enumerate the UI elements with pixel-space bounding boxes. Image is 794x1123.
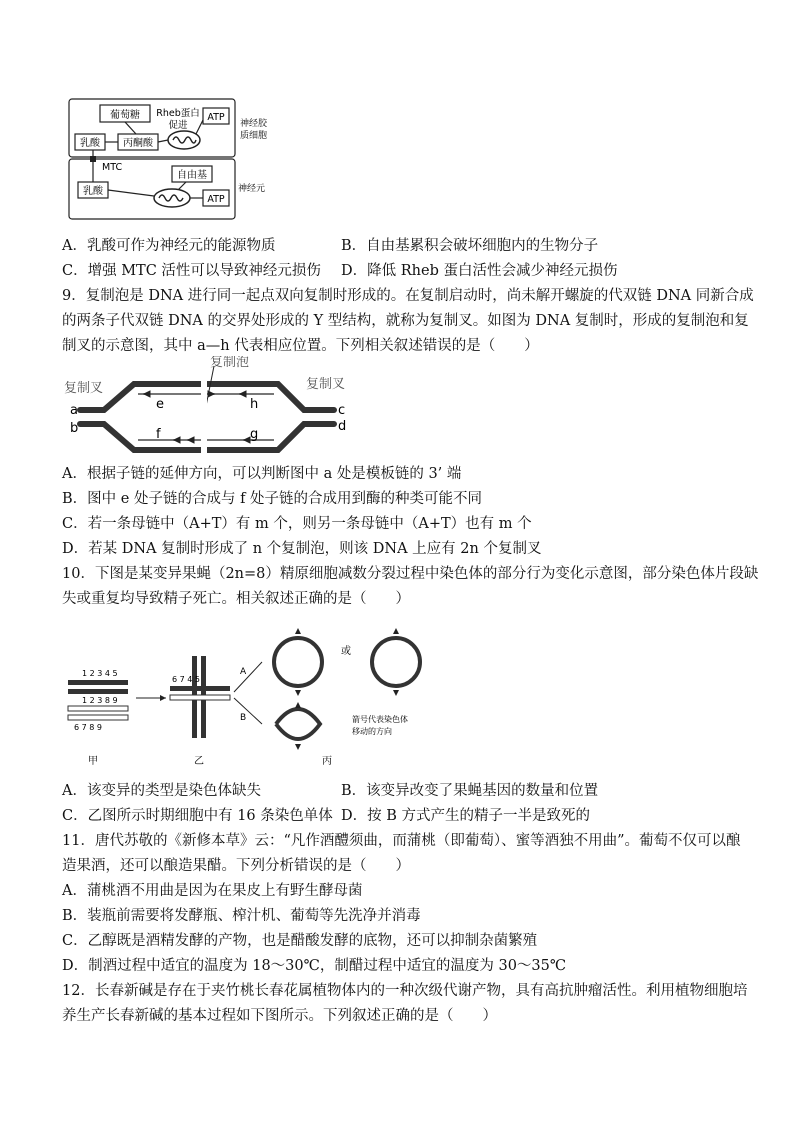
or-label: 或 [341,646,351,657]
q12-stem-line1: 12．长春新碱是存在于夹竹桃长春花属植物体内的一种次级代谢产物，具有高抗肿瘤活性。利用植物细胞培 [62,983,748,999]
q9-option-d[interactable]: D．若某 DNA 复制时形成了 n 个复制泡，则该 DNA 上应有 2n 个复制叉 [62,541,542,557]
atp-top-label: ATP [207,112,225,123]
pyruvate-label: 丙酮酸 [123,138,153,149]
q9-stem-line2: 的两条子代双链 DNA 的交界处形成的 Y 型结构，就称为复制叉。如图为 DNA 复制时，形成的复制泡和复 [62,313,749,329]
legend-line2: 移动的方向 [352,727,392,736]
jia-nums-bot: 6 7 8 9 [74,723,102,732]
figure8-b [276,709,320,739]
jia-nums-top: 1 2 3 4 5 [82,669,118,678]
mtc-label: MTC [102,162,123,173]
promote-label: 促进 [168,120,188,131]
neuron-label: 神经元 [238,184,266,194]
atp-bottom-label: ATP [207,194,225,205]
glia-label-2: 质细胞 [240,131,268,141]
q9-option-b[interactable]: B．图中 e 处子链的合成与 f 处子链的合成用到酶的种类可能不同 [62,491,483,507]
q11-option-a[interactable]: A．蒲桃酒不用曲是因为在果皮上有野生酵母菌 [62,883,363,899]
q9-stem-line3: 制叉的示意图，其中 a—h 代表相应位置。下列相关叙述错误的是（ ） [62,338,539,354]
q11-option-b[interactable]: B．装瓶前需要将发酵瓶、榨汁机、葡萄等先洗净并消毒 [62,908,421,924]
q10-option-c[interactable]: C．乙图所示时期细胞中有 16 条染色单体 [62,808,333,824]
chromosome-jia-1 [68,680,128,685]
q10-option-d[interactable]: D．按 B 方式产生的精子一半是致死的 [341,808,590,824]
q8-option-b[interactable]: B．自由基累积会破坏细胞内的生物分子 [341,238,599,254]
glucose-label: 葡萄糖 [110,110,140,121]
label-bing: 丙 [322,756,332,767]
q11-option-c[interactable]: C．乙醇既是酒精发酵的产物，也是醋酸发酵的底物，还可以抑制杂菌繁殖 [62,933,538,949]
fork-right-label: 复制叉 [306,377,346,392]
q11-stem-line1: 11．唐代苏敬的《新修本草》云：“凡作酒醴须曲，而蒲桃（即葡萄）、蜜等酒独不用曲”。葡萄不仅可以酿 [62,833,741,849]
q8-option-a[interactable]: A．乳酸可作为神经元的能源物质 [62,238,276,254]
q8-option-c[interactable]: C．增强 MTC 活性可以导致神经元损伤 [62,263,321,279]
label-h: h [250,397,259,412]
label-jia: 甲 [88,756,98,767]
label-f: f [156,427,161,442]
q8-option-d[interactable]: D．降低 Rheb 蛋白活性会减少神经元损伤 [341,263,618,279]
fork-left-label: 复制叉 [64,381,104,396]
q11-option-d[interactable]: D．制酒过程中适宜的温度为 18～30℃，制醋过程中适宜的温度为 30～35℃ [62,958,567,974]
jia-nums-mid: 1 2 3 8 9 [82,696,118,705]
q10-option-a[interactable]: A．该变异的类型是染色体缺失 [62,783,261,799]
glia-label-1: 神经胶 [240,119,268,129]
ring-a1 [274,638,322,686]
label-yi: 乙 [194,756,204,767]
label-e: e [156,397,164,412]
q9-option-c[interactable]: C．若一条母链中（A+T）有 m 个，则另一条母链中（A+T）也有 m 个 [62,516,532,532]
legend-line1: 箭号代表染色体 [352,715,408,724]
metabolism-figure [66,96,278,222]
free-radical-label: 自由基 [177,170,207,181]
q9-stem-line1: 9．复制泡是 DNA 进行同一起点双向复制时形成的。在复制启动时，尚未解开螺旋的代双链 DNA 同新合成 [62,288,754,304]
q10-stem-line2: 失或重复均导致精子死亡。相关叙述正确的是（ ） [62,591,410,607]
lactate-bottom-label: 乳酸 [83,186,103,197]
q10-option-b[interactable]: B．该变异改变了果蝇基因的数量和位置 [341,783,599,799]
ring-a2 [372,638,420,686]
label-a: a [70,403,78,418]
q12-stem-line2: 养生产长春新碱的基本过程如下图所示。下列叙述正确的是（ ） [62,1008,497,1024]
q10-stem-line1: 10．下图是某变异果蝇（2n=8）精原细胞减数分裂过程中染色体的部分行为变化示意图，部分染色体片段缺 [62,566,759,582]
chromosome-figure [62,612,442,772]
replication-bubble-figure [64,356,364,456]
bubble-label: 复制泡 [210,356,250,370]
mitochondrion-top [168,131,200,149]
label-g: g [250,427,259,442]
label-b: b [70,421,79,436]
rheb-label: Rheb蛋白 [156,108,200,119]
lactate-top-label: 乳酸 [80,138,100,149]
path-a-label: A [240,667,247,677]
q11-stem-line2: 造果酒，还可以酿造果醋。下列分析错误的是（ ） [62,858,410,874]
path-b-label: B [240,713,247,723]
label-c: c [338,403,346,418]
label-d: d [338,419,347,434]
q9-option-a[interactable]: A．根据子链的延伸方向，可以判断图中 a 处是模板链的 3’ 端 [62,466,462,482]
yi-nums: 6 7 4 5 [172,675,200,684]
